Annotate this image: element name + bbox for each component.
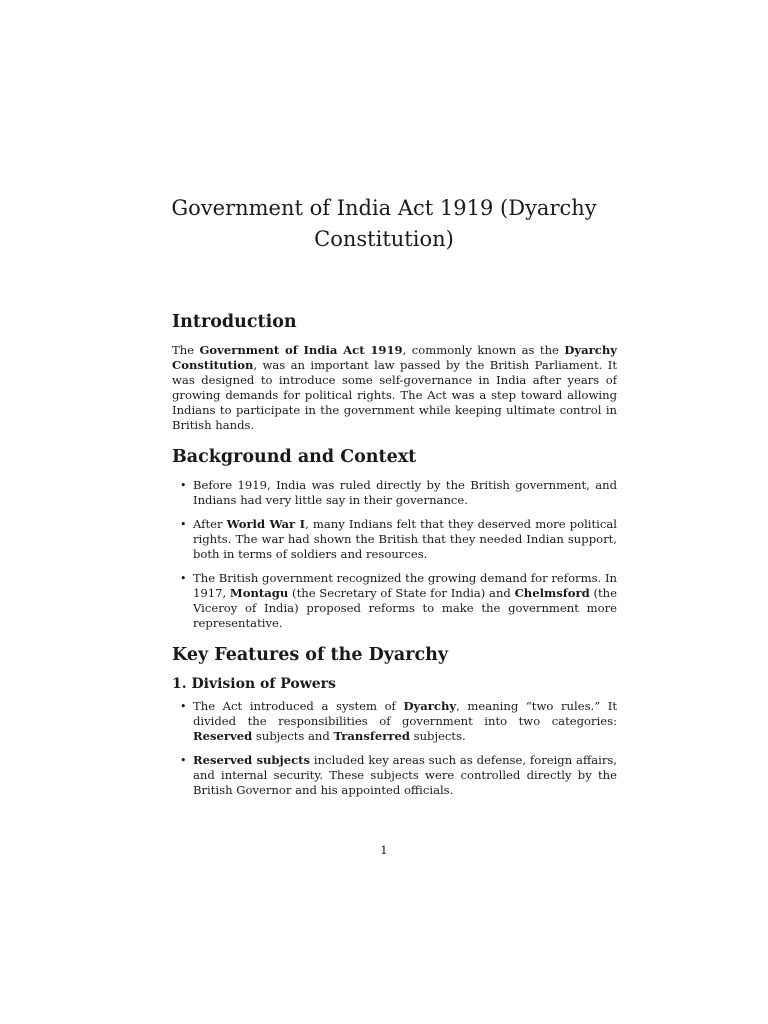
title-line-2: Constitution) bbox=[314, 227, 454, 251]
bold-act-name: Government of India Act 1919 bbox=[199, 343, 403, 357]
text-run: The bbox=[172, 343, 200, 357]
text-run: (the Secretary of State for India) and bbox=[288, 586, 515, 600]
introduction-heading: Introduction bbox=[172, 312, 297, 332]
list-item bbox=[193, 699, 617, 744]
division-of-powers-subsection bbox=[172, 674, 617, 798]
title-line-1: Government of India Act 1919 (Dyarchy bbox=[171, 196, 597, 220]
key-features-heading: Key Features of the Dyarchy bbox=[172, 645, 449, 665]
bold-transferred: Transferred bbox=[333, 729, 410, 743]
text-run: (the Viceroy of India) proposed reforms to make the government more representative. bbox=[193, 586, 617, 630]
bold-reserved: Reserved bbox=[193, 729, 253, 743]
bold-montagu: Montagu bbox=[229, 586, 289, 600]
bold-dyarchy-constitution: Dyarchy Constitution bbox=[172, 343, 617, 372]
text-run: subjects. bbox=[409, 729, 466, 743]
introduction-paragraph bbox=[172, 343, 617, 433]
text-run: The British government recognized the growing demand for reforms. In 1917, bbox=[193, 571, 617, 600]
introduction-section bbox=[172, 310, 617, 433]
list-item bbox=[193, 753, 617, 798]
list-item bbox=[193, 517, 617, 562]
division-of-powers-list bbox=[172, 699, 617, 798]
text-run: , commonly known as the bbox=[402, 343, 565, 357]
background-heading: Background and Context bbox=[172, 447, 417, 467]
document-title bbox=[0, 193, 768, 255]
text-run: After bbox=[193, 517, 227, 531]
bold-dyarchy: Dyarchy bbox=[403, 699, 457, 713]
text-run: , many Indians felt that they deserved more political rights. The war had shown the British that they needed Indian support, both in terms of soldiers and resources. bbox=[193, 517, 617, 561]
background-section bbox=[172, 445, 617, 631]
text-run: included key areas such as defense, foreign affairs, and internal security. These subjects were controlled directly by the British Governor and his appointed officials. bbox=[193, 753, 618, 797]
background-list bbox=[172, 478, 617, 631]
text-run: , meaning “two rules.” It divided the responsibilities of government into two categories: bbox=[193, 699, 617, 728]
list-item bbox=[193, 478, 617, 508]
key-features-section bbox=[172, 643, 617, 798]
bold-reserved-subjects: Reserved subjects bbox=[193, 753, 311, 767]
bold-chelmsford: Chelmsford bbox=[514, 586, 590, 600]
document-body bbox=[172, 310, 617, 807]
division-of-powers-heading: 1. Division of Powers bbox=[172, 676, 336, 692]
text-run: Before 1919, India was ruled directly by the British government, and Indians had very little say in their governance. bbox=[193, 478, 617, 507]
list-item bbox=[193, 571, 617, 631]
bold-world-war: World War I bbox=[226, 517, 306, 531]
text-run: The Act introduced a system of bbox=[193, 699, 404, 713]
text-run: , was an important law passed by the British Parliament. It was designed to introduce some self-governance in India after years of growing demands for political rights. The Act was a step toward allowing Indians to participate in the government while keeping ultimate control in British hands. bbox=[172, 358, 617, 432]
page-number: 1 bbox=[380, 843, 388, 857]
text-run: subjects and bbox=[252, 729, 334, 743]
